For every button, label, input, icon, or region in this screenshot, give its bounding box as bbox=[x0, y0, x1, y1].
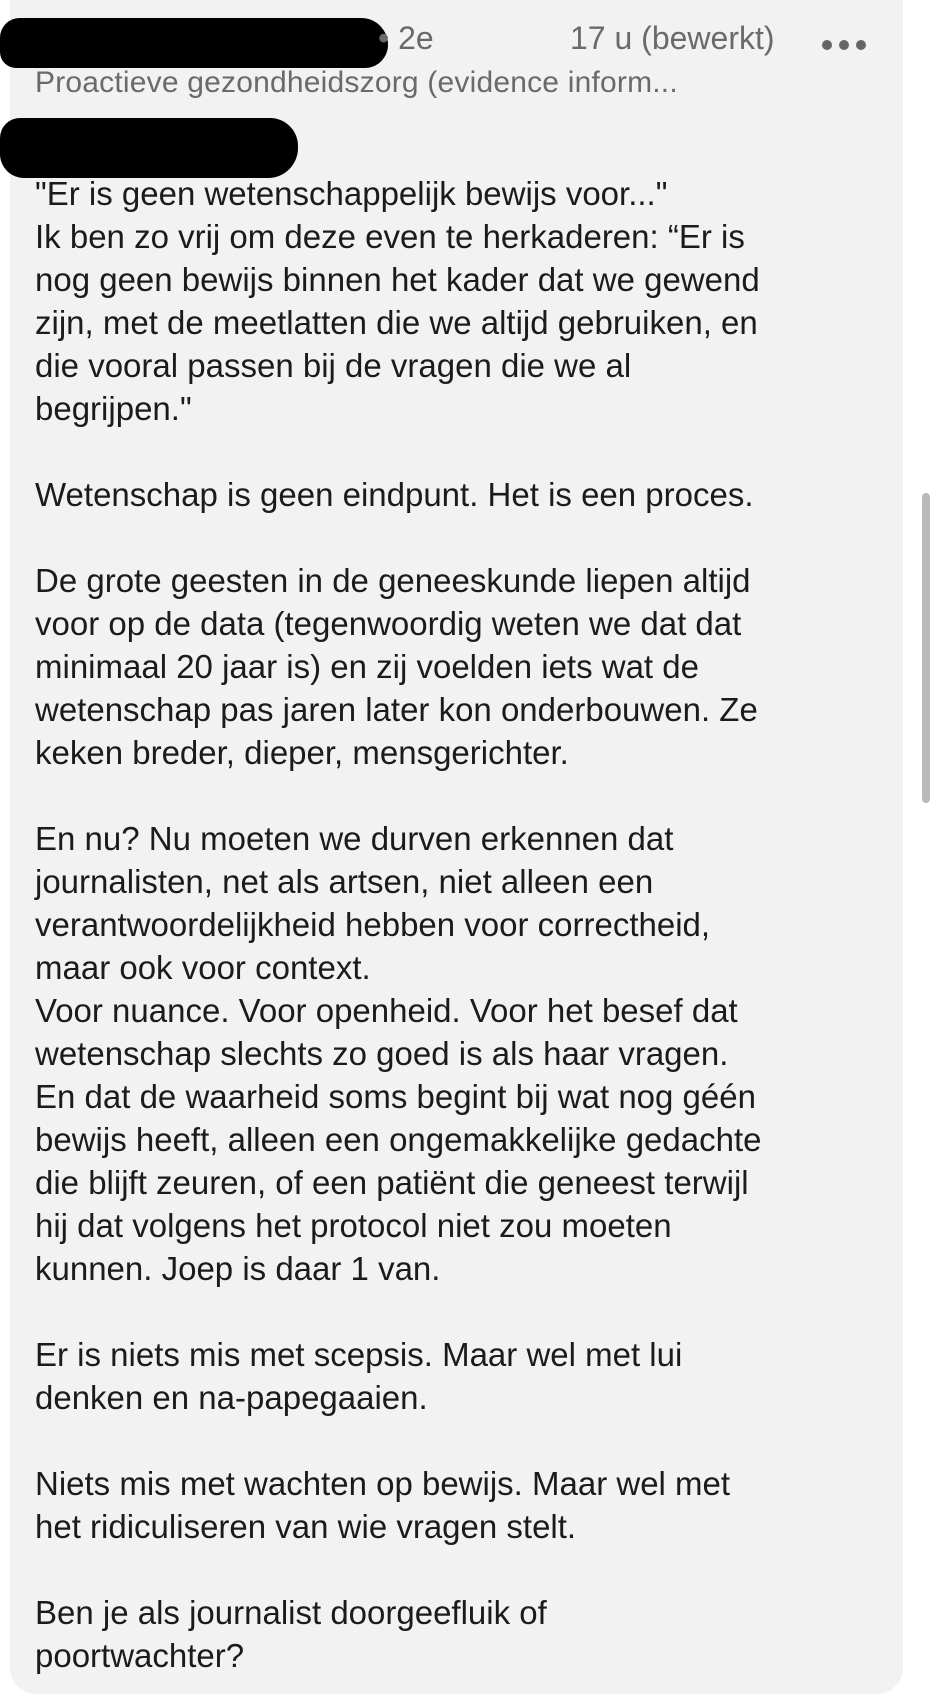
comment-text-line: Niets mis met wachten op bewijs. Maar wel met bbox=[35, 1465, 731, 1502]
redacted-author-name bbox=[0, 18, 388, 68]
more-options-icon[interactable] bbox=[822, 40, 866, 50]
comment-text-line: Ik ben zo vrij om deze even te herkaderen: “Er is bbox=[35, 218, 745, 255]
comment-text-line: keken breder, dieper, mensgerichter. bbox=[35, 734, 569, 771]
connection-degree: • 2e bbox=[378, 20, 434, 56]
comment-text-line: verantwoordelijkheid hebben voor correctheid, bbox=[35, 906, 711, 943]
comment-paragraph bbox=[35, 172, 895, 430]
scrollbar[interactable] bbox=[922, 493, 930, 803]
comment-text-line: "Er is geen wetenschappelijk bewijs voor..." bbox=[35, 175, 668, 212]
comment-text-line: voor op de data (tegenwoordig weten we dat dat bbox=[35, 605, 742, 642]
comment-paragraph bbox=[35, 1462, 895, 1548]
comment-text-line: Er is niets mis met scepsis. Maar wel met lui bbox=[35, 1336, 683, 1373]
more-dot-icon bbox=[856, 40, 866, 50]
redacted-text-block bbox=[0, 118, 298, 178]
comment-text-line: zijn, met de meetlatten die we altijd gebruiken, en bbox=[35, 304, 758, 341]
comment-header bbox=[10, 18, 903, 64]
comment-paragraph bbox=[35, 473, 895, 516]
comment-text-line: Ben je als journalist doorgeefluik of bbox=[35, 1594, 547, 1631]
comment-paragraph bbox=[35, 1333, 895, 1419]
comment-text-line: poortwachter? bbox=[35, 1637, 245, 1674]
comment-text-line: En nu? Nu moeten we durven erkennen dat bbox=[35, 820, 674, 857]
comment-text-line: Wetenschap is geen eindpunt. Het is een proces. bbox=[35, 476, 754, 513]
comment-text-line: het ridiculiseren van wie vragen stelt. bbox=[35, 1508, 577, 1545]
more-dot-icon bbox=[839, 40, 849, 50]
comment-paragraph bbox=[35, 559, 895, 774]
comment-text-line: wetenschap pas jaren later kon onderbouwen. Ze bbox=[35, 691, 758, 728]
comment-text-line: kunnen. Joep is daar 1 van. bbox=[35, 1250, 441, 1287]
comment-text-line: De grote geesten in de geneeskunde liepen altijd bbox=[35, 562, 751, 599]
author-headline: Proactieve gezondheidszorg (evidence inform... bbox=[35, 66, 678, 99]
comment-text-line: Voor nuance. Voor openheid. Voor het besef dat bbox=[35, 992, 738, 1029]
comment-text-line: maar ook voor context. bbox=[35, 949, 371, 986]
comment-text-line: minimaal 20 jaar is) en zij voelden iets wat de bbox=[35, 648, 699, 685]
comment-timestamp: 17 u (bewerkt) bbox=[570, 20, 775, 56]
comment-text-line: journalisten, net als artsen, niet alleen een bbox=[35, 863, 654, 900]
comment-text-line: wetenschap slechts zo goed is als haar vragen. bbox=[35, 1035, 729, 1072]
comment-card bbox=[10, 0, 903, 1694]
comment-paragraph bbox=[35, 1591, 895, 1677]
comment-paragraph bbox=[35, 817, 895, 1290]
comment-text-line: die vooral passen bij de vragen die we al bbox=[35, 347, 632, 384]
comment-text-line: hij dat volgens het protocol niet zou moeten bbox=[35, 1207, 672, 1244]
comment-text-line: denken en na-papegaaien. bbox=[35, 1379, 428, 1416]
comment-text-line: begrijpen." bbox=[35, 390, 192, 427]
comment-text-line: nog geen bewijs binnen het kader dat we gewend bbox=[35, 261, 760, 298]
comment-text-line: bewijs heeft, alleen een ongemakkelijke gedachte bbox=[35, 1121, 762, 1158]
comment-text-line: die blijft zeuren, of een patiënt die geneest terwijl bbox=[35, 1164, 749, 1201]
more-dot-icon bbox=[822, 40, 832, 50]
comment-text-line: En dat de waarheid soms begint bij wat nog géén bbox=[35, 1078, 756, 1115]
comment-body bbox=[35, 172, 895, 1677]
